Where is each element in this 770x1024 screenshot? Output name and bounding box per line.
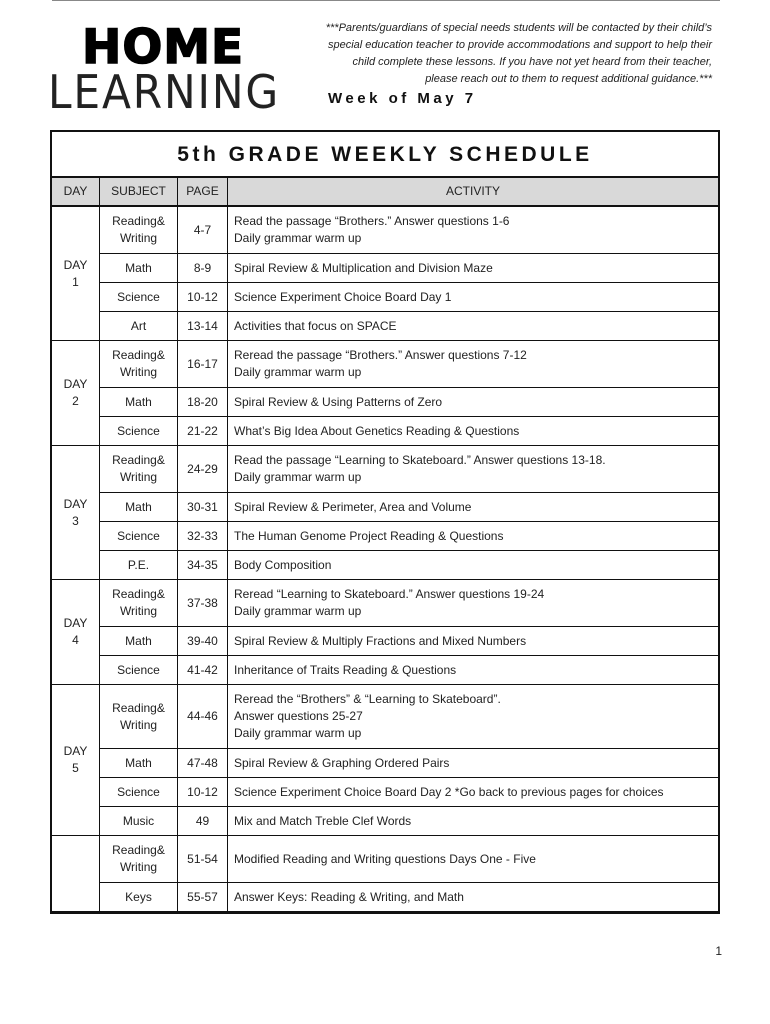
schedule-row — [52, 312, 718, 341]
activity-line: Body Composition — [234, 557, 332, 572]
subject-line: Writing — [119, 365, 158, 379]
activity-line: Daily grammar warm up — [234, 604, 362, 618]
schedule-row — [52, 522, 718, 551]
day-label-line: 5 — [72, 761, 79, 775]
activity-cell — [228, 417, 718, 446]
page-cell: 30-31 — [178, 493, 228, 522]
special-needs-notice: ***Parents/guardians of special needs students will be contacted by their child’s special education teacher to provide accommodations and support to help their child complete these lessons. If you have not yet heard from their teacher, please reach out to them to request additional guidance.*** — [325, 22, 712, 85]
day-label-line: 1 — [72, 274, 79, 289]
subject-line: Writing — [119, 604, 158, 618]
schedule-row — [52, 656, 718, 685]
schedule-row — [52, 417, 718, 446]
activity-cell — [228, 685, 718, 749]
schedule-row — [52, 749, 718, 778]
subject-line: Reading& — [112, 843, 165, 857]
schedule-row — [52, 388, 718, 417]
top-rule — [52, 0, 720, 1]
activity-cell — [228, 388, 718, 417]
subject-cell — [100, 312, 178, 341]
page-cell: 37-38 — [178, 580, 228, 627]
activity-line: Reread the passage “Brothers.” Answer questions 7-12 — [234, 348, 527, 362]
subject-line: Reading& — [112, 348, 165, 362]
activity-cell — [228, 341, 718, 388]
page-cell: 4-7 — [178, 207, 228, 254]
activity-line: Read the passage “Brothers.” Answer questions 1-6 — [234, 214, 510, 228]
activity-line: Spiral Review & Multiply Fractions and Mixed Numbers — [234, 633, 527, 648]
subject-cell — [100, 254, 178, 283]
activity-line: Activities that focus on SPACE — [234, 318, 397, 333]
subject-line: Science — [117, 528, 160, 543]
day-label-line: 2 — [72, 394, 79, 408]
activity-cell — [228, 283, 718, 312]
home-learning-logo — [48, 22, 318, 117]
activity-line: Reread “Learning to Skateboard.” Answer questions 19-24 — [234, 587, 545, 601]
schedule-row — [52, 883, 718, 912]
subject-line: Reading& — [112, 700, 165, 715]
schedule-body — [52, 207, 718, 912]
subject-line: Math — [125, 394, 152, 409]
column-header-subject: SUBJECT — [100, 178, 178, 207]
day-label — [52, 341, 100, 446]
activity-line: Spiral Review & Using Patterns of Zero — [234, 394, 443, 409]
subject-line: P.E. — [127, 557, 150, 572]
subject-cell — [100, 341, 178, 388]
subject-cell — [100, 551, 178, 580]
column-header-day: DAY — [52, 178, 100, 207]
subject-line: Science — [117, 662, 160, 677]
subject-cell — [100, 522, 178, 551]
activity-line: Read the passage “Learning to Skateboard.” Answer questions 13-18. — [234, 453, 606, 467]
activity-line: Science Experiment Choice Board Day 2 *Go back to previous pages for choices — [234, 784, 664, 799]
activity-line: What’s Big Idea About Genetics Reading & Questions — [234, 423, 520, 438]
activity-cell — [228, 580, 718, 627]
day-label-line: DAY — [63, 496, 88, 511]
activity-line: Mix and Match Treble Clef Words — [234, 813, 412, 828]
activity-line: Reread the “Brothers” & “Learning to Skateboard”. — [234, 692, 501, 706]
activity-cell — [228, 254, 718, 283]
page-cell: 49 — [178, 807, 228, 836]
column-header-page: PAGE — [178, 178, 228, 207]
subject-line: Math — [125, 499, 152, 514]
day-label — [52, 836, 100, 912]
activity-line: Daily grammar warm up — [234, 231, 362, 245]
activity-line: Science Experiment Choice Board Day 1 — [234, 289, 452, 304]
subject-line: Math — [125, 633, 152, 648]
page-cell: 18-20 — [178, 388, 228, 417]
subject-line: Reading& — [112, 214, 165, 228]
day-label-line: DAY — [63, 744, 88, 758]
day-label — [52, 580, 100, 685]
subject-cell — [100, 656, 178, 685]
schedule-row — [52, 283, 718, 312]
subject-line: Math — [125, 755, 152, 770]
schedule-row — [52, 493, 718, 522]
schedule-row — [52, 446, 718, 493]
page-cell: 21-22 — [178, 417, 228, 446]
day-label — [52, 207, 100, 341]
page-cell: 24-29 — [178, 446, 228, 493]
schedule-row — [52, 551, 718, 580]
schedule-row — [52, 254, 718, 283]
day-label-line: DAY — [63, 257, 88, 272]
page-cell: 44-46 — [178, 685, 228, 749]
activity-line: Daily grammar warm up — [234, 726, 362, 740]
activity-cell — [228, 493, 718, 522]
day-label-line: 4 — [72, 633, 79, 647]
activity-line: Daily grammar warm up — [234, 365, 362, 379]
subject-line: Science — [117, 289, 160, 304]
activity-line: Modified Reading and Writing questions Days One - Five — [234, 851, 536, 866]
subject-cell — [100, 778, 178, 807]
subject-line: Writing — [119, 231, 158, 245]
subject-cell — [100, 807, 178, 836]
schedule-row — [52, 836, 718, 883]
page-cell: 32-33 — [178, 522, 228, 551]
schedule-row — [52, 207, 718, 254]
logo-home-text: HOME — [82, 20, 245, 75]
subject-cell — [100, 388, 178, 417]
activity-line: Daily grammar warm up — [234, 470, 362, 484]
activity-cell — [228, 312, 718, 341]
schedule-row — [52, 807, 718, 836]
subject-cell — [100, 836, 178, 883]
activity-line: Answer Keys: Reading & Writing, and Math — [234, 889, 464, 904]
subject-line: Science — [117, 423, 160, 438]
schedule-title: 5th GRADE WEEKLY SCHEDULE — [52, 132, 718, 178]
day-label — [52, 685, 100, 836]
weekly-schedule-table — [50, 130, 720, 914]
subject-line: Art — [130, 318, 147, 333]
page-cell: 41-42 — [178, 656, 228, 685]
page-cell: 8-9 — [178, 254, 228, 283]
activity-cell — [228, 551, 718, 580]
activity-cell — [228, 446, 718, 493]
subject-cell — [100, 417, 178, 446]
page-cell: 47-48 — [178, 749, 228, 778]
subject-line: Music — [122, 813, 155, 828]
activity-line: Inheritance of Traits Reading & Questions — [234, 662, 457, 677]
activity-cell — [228, 522, 718, 551]
subject-cell — [100, 580, 178, 627]
subject-cell — [100, 207, 178, 254]
activity-cell — [228, 807, 718, 836]
day-label-line: 3 — [72, 513, 79, 528]
page-cell: 16-17 — [178, 341, 228, 388]
page-cell: 51-54 — [178, 836, 228, 883]
week-label: Week of May 7 — [328, 90, 477, 107]
subject-line: Writing — [119, 470, 158, 484]
schedule-row — [52, 341, 718, 388]
page-cell: 10-12 — [178, 778, 228, 807]
activity-line: Spiral Review & Multiplication and Division Maze — [234, 260, 493, 275]
schedule-row — [52, 627, 718, 656]
logo-learning-text: LEARNING — [48, 65, 280, 119]
subject-cell — [100, 446, 178, 493]
column-header-activity: ACTIVITY — [228, 178, 718, 207]
day-label-line: DAY — [63, 616, 88, 630]
schedule-row — [52, 580, 718, 627]
subject-cell — [100, 685, 178, 749]
page-cell: 55-57 — [178, 883, 228, 912]
subject-line: Keys — [125, 889, 152, 904]
activity-cell — [228, 627, 718, 656]
activity-line: Answer questions 25-27 — [234, 709, 363, 723]
day-label — [52, 446, 100, 580]
activity-cell — [228, 883, 718, 912]
activity-cell — [228, 207, 718, 254]
subject-line: Reading& — [112, 587, 165, 601]
subject-line: Reading& — [112, 453, 165, 467]
page-cell: 34-35 — [178, 551, 228, 580]
subject-cell — [100, 627, 178, 656]
page-cell: 13-14 — [178, 312, 228, 341]
subject-cell — [100, 883, 178, 912]
subject-cell — [100, 749, 178, 778]
activity-line: The Human Genome Project Reading & Questions — [234, 528, 504, 543]
activity-cell — [228, 836, 718, 883]
activity-cell — [228, 749, 718, 778]
activity-cell — [228, 656, 718, 685]
activity-line: Spiral Review & Graphing Ordered Pairs — [234, 755, 450, 770]
subject-line: Writing — [119, 717, 158, 732]
activity-cell — [228, 778, 718, 807]
subject-cell — [100, 493, 178, 522]
page-cell: 10-12 — [178, 283, 228, 312]
subject-line: Writing — [119, 860, 158, 874]
page-cell: 39-40 — [178, 627, 228, 656]
subject-line: Science — [117, 784, 160, 799]
page-number: 1 — [715, 944, 722, 958]
activity-line: Spiral Review & Perimeter, Area and Volume — [234, 499, 472, 514]
subject-line: Math — [125, 260, 152, 275]
day-label-line: DAY — [63, 377, 88, 391]
schedule-row — [52, 778, 718, 807]
schedule-row — [52, 685, 718, 749]
subject-cell — [100, 283, 178, 312]
